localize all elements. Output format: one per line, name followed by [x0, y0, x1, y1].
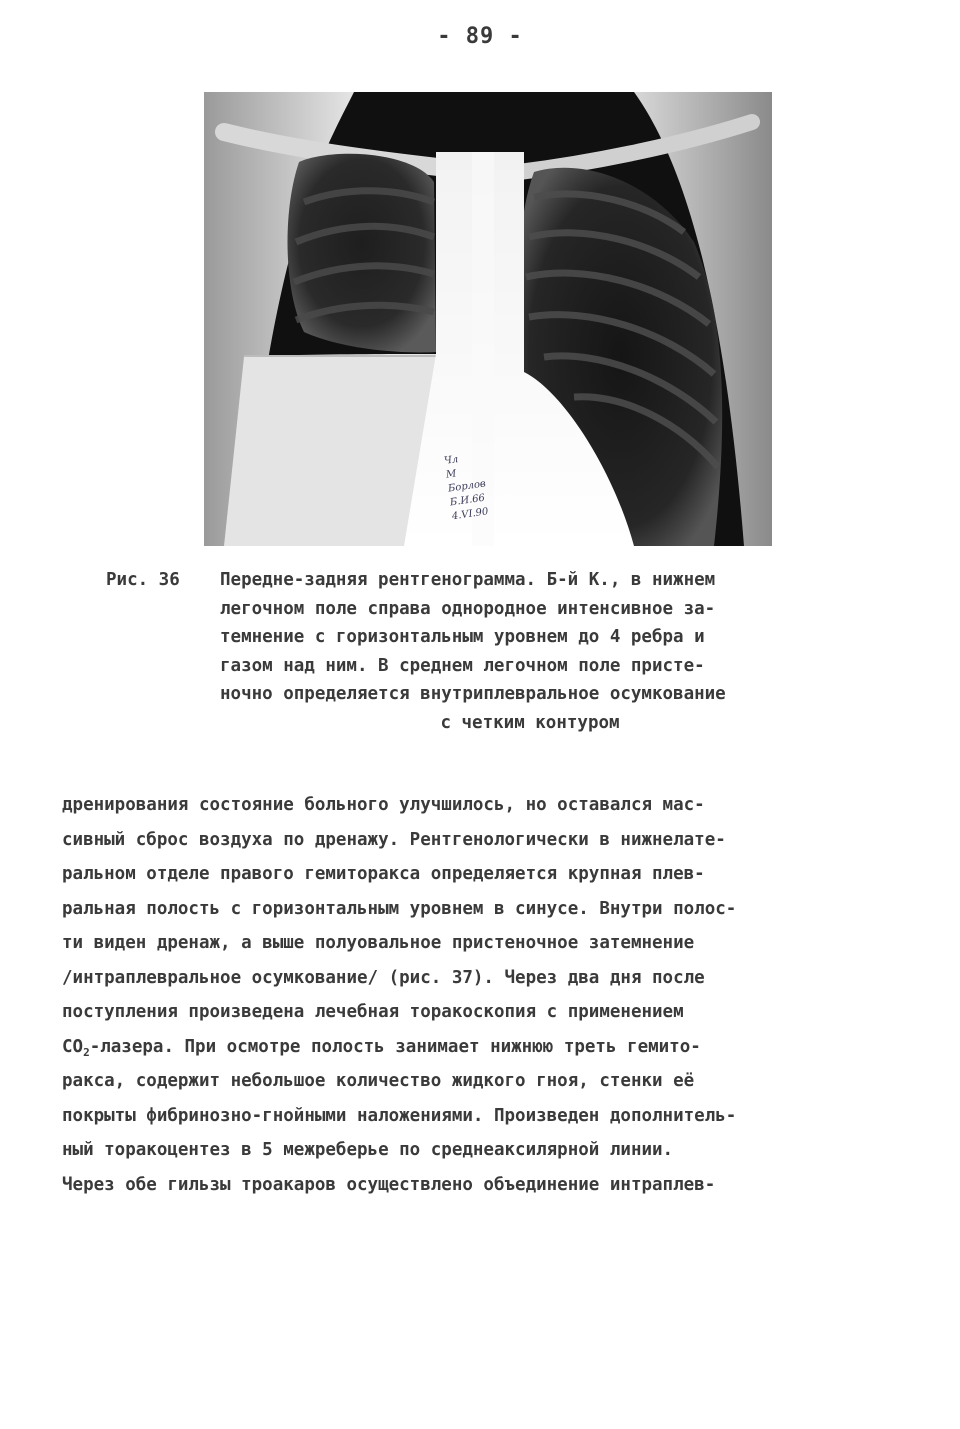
caption-line: Передне-задняя рентгенограмма. Б-й К., в нижнем: [220, 570, 716, 590]
body-line: ральная полость с горизонтальным уровнем в синусе. Внутри полос-: [62, 898, 737, 919]
caption-line: ночно определяется внутриплевральное осумкование: [220, 684, 726, 704]
body-line-co2: [62, 1030, 902, 1065]
co2-subscript: 2: [83, 1045, 90, 1059]
body-line: ный торакоцентез в 5 межреберье по среднеаксилярной линии.: [62, 1140, 674, 1160]
body-line: поступления произведена лечебная торакоскопия с применением: [62, 1002, 684, 1022]
co2-line-rest: -лазера. При осмотре полость занимает нижнюю треть гемито-: [89, 1036, 701, 1057]
page-number: - 89 -: [437, 24, 523, 49]
film-marking-line: 4.VI.90: [451, 506, 490, 523]
body-line: дренирования состояние больного улучшилось, но оставался мас-: [62, 795, 705, 815]
body-line: ральном отделе правого гемиторакса определяется крупная плев-: [62, 864, 705, 884]
caption-line: с четким контуром: [440, 712, 620, 733]
chest-xray-image: [204, 92, 772, 546]
film-marking-line: Борлов: [447, 478, 487, 495]
film-marking-line: Чл: [443, 454, 459, 467]
caption-line: газом над ним. В среднем легочном поле присте-: [220, 655, 705, 676]
caption-line: темнение с горизонтальным уровнем до 4 ребра и: [220, 627, 705, 647]
body-line: ти виден дренаж, а выше полуовальное пристеночное затемнение: [62, 933, 695, 953]
body-line: ракса, содержит небольшое количество жидкого гноя, стенки её: [62, 1071, 695, 1091]
co2-formula: CO: [62, 1036, 84, 1057]
body-line: сивный сброс воздуха по дренажу. Рентгенологически в нижнелате-: [62, 829, 726, 850]
body-line: покрыты фибринозно-гнойными наложениями. Произведен дополнитель-: [62, 1105, 737, 1126]
caption-text: [220, 566, 860, 737]
body-line: /интраплевральное осумкование/ (рис. 37). Через два дня после: [62, 967, 705, 988]
body-line: Через обе гильзы троакаров осуществлено объединение интраплев-: [62, 1174, 716, 1195]
film-marking-line: Б.И.66: [449, 492, 486, 509]
caption-line: легочном поле справа однородное интенсивное за-: [220, 598, 716, 619]
figure-label: Рис. 36: [106, 570, 180, 590]
film-marking-line: М: [445, 468, 458, 481]
xray-graphic: [204, 92, 772, 546]
body-paragraph: [62, 788, 902, 1202]
